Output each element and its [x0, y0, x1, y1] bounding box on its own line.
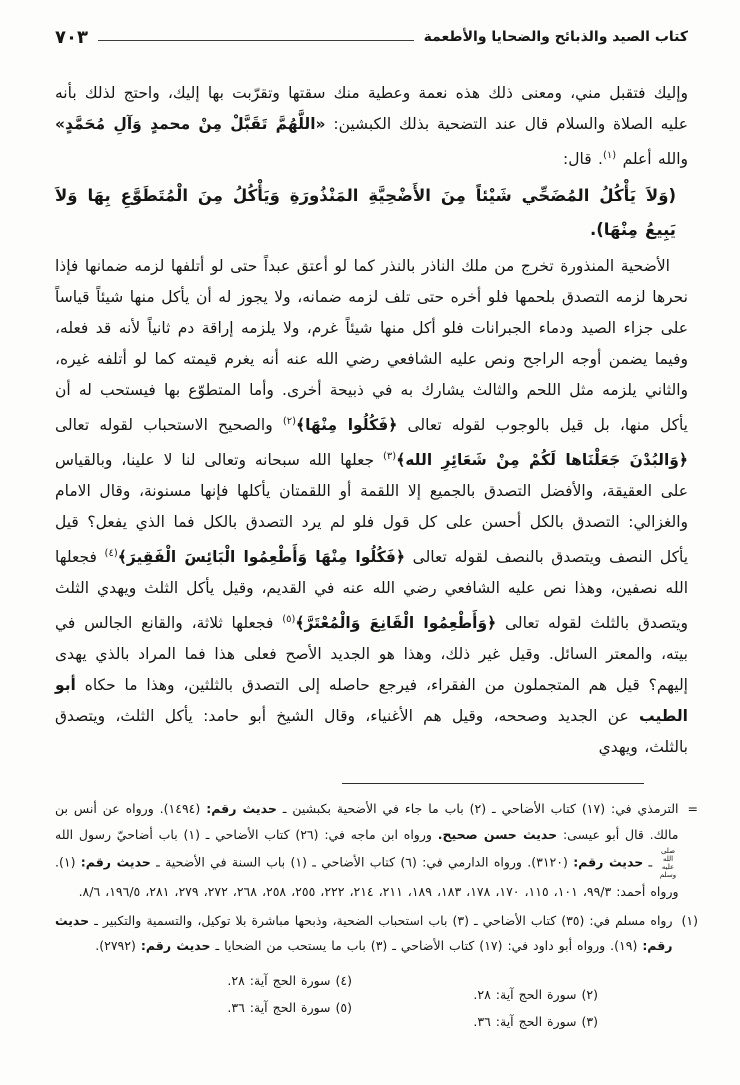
text-segment-sup: (٣): [383, 451, 397, 462]
text-segment-bold: «اللَّهُمَّ تَقَبَّلْ مِنْ محمدٍ وَآلِ مُحَمَّدٍ»: [55, 115, 326, 133]
text-segment: والصحيح الاستحباب لقوله تعالى: [48, 416, 283, 434]
text-segment: وإليك فتقبل مني، ومعنى ذلك هذه نعمة وعطية منك سقتها وتقرّبت بها إليك، واحتج لذلك بأنه عليه الصلاة والسلام قال عند التضحية بذلك الكبشين:: [48, 84, 688, 133]
text-segment-sup: (٥): [282, 614, 296, 625]
footnote-1-text: [49, 908, 673, 959]
footnote-1-marker: (١): [681, 912, 698, 928]
text-segment: ورواه ابن ماجه في: (٢٦) كتاب الأضاحي ـ (١) باب أضاحيّ رسول الله: [50, 826, 438, 842]
text-segment: فجعلها ثلاثة، والقانع الجالس في بيته، والمعتر السائل. وقيل غير ذلك، وهذا هو الجديد الأصح فعلى هذا فما المراد بالذي يهدى إليهم؟ قيل هم المتجملون من الفقراء، فيرجع حاصله إلى التصدق بالثلثين، وهذا ما حكاه: [48, 614, 688, 694]
text-segment: (١). ورواه أحمد: ٩٩/٣، ١٠١، ١١٥، ١٧٠، ١٧٨، ١٨٣، ١٨٩، ٢١١، ٢١٤، ٢٢٢، ٢٥٥، ٢٥٨، ٢٦٨، ٢٧٢، ٢٧٩، ٢٨١، ١٩٦/٥، ٨/٦.: [50, 854, 679, 900]
text-segment-bold: حديث رقم:: [573, 854, 644, 870]
book-title: كتاب الصيد والذبائح والضحايا والأطعمة: [423, 29, 688, 45]
text-segment: (١٩). ورواه أبو داود في: (١٧) كتاب الأضاحي ـ (٣) باب ما يستحب من الضحايا ـ: [210, 938, 643, 954]
footnote-1: [49, 908, 698, 959]
text-segment-sup: (٢): [282, 416, 297, 427]
page-header: [55, 26, 688, 48]
text-segment-quran: ﴿وَالبُدْنَ جَعَلْنَاها لَكُمْ مِنْ شَعَائِرِ الله﴾: [396, 451, 688, 469]
text-segment-saw: صلى الله عليه وسلم: [658, 847, 677, 880]
page-number: ٧٠٣: [55, 26, 88, 48]
text-segment: رواه مسلم في: (٣٥) كتاب الأضاحي ـ (٣) باب استحباب الضحية، وذبحها مباشرة بلا توكيل، والتسمية والتكبير ـ: [89, 912, 673, 928]
footnotes-section: [49, 783, 698, 1045]
text-segment-sup: (٤): [104, 548, 118, 559]
text-segment: فجعلها الله نصفين، وهذا نص عليه الشافعي رضي الله عنه في القديم، وقيل يأكل الثلث ويهدي الثلث ويتصدق بالثلث لقوله تعالى: [48, 548, 688, 632]
text-segment-bold: حديث رقم:: [49, 912, 673, 954]
footnote-5: (٥) سورة الحج آية: ٣٦.: [227, 999, 352, 1015]
footnote-continued-text: [50, 796, 679, 905]
text-segment: الأضحية المنذورة تخرج من ملك الناذر بالنذر كما لو أعتق عبداً حتى لو أتلفها لزمه ضمانها فإذا نحرها لزمه التصدق بلحمها فلو أخره حتى تلف لزمه ضمانه، ولا يجوز له أن يأكل منها شيئاً قياساً على جزاء الصيد ودماء الجبرانات فلو أكل منها شيئاً غرم، ولا يلزمه إراقة دم ثانياً لأنه قد فعله، وفيما يضمن أوجه الراجح ونص عليه الشافعي رضي الله عنه أنه يغرم قيمته كما لو أتلفه غيره، والثاني يلزمه مثل اللحم والثالث يشارك به في ذبيحة أخرى. وأما المتطوّع بها فيستحب له أن يأكل منها، بل قيل بالوجوب لقوله تعالى: [48, 257, 689, 434]
text-segment: الترمذي في: (١٧) كتاب الأضاحي ـ (٢) باب ما جاء في الأضحية بكبشين ـ: [276, 801, 679, 816]
footnote-continued-marker: =: [687, 801, 698, 816]
footnote-2: (٢) سورة الحج آية: ٢٨.: [473, 986, 598, 1002]
footnote-3: (٣) سورة الحج آية: ٣٦.: [473, 1013, 598, 1029]
text-segment: (٣١٢٠). ورواه الدارمي في: (٦) كتاب الأضاحي ـ (١) باب السنة في الأضحية ـ: [150, 854, 574, 870]
text-segment: عن الجديد وصححه، وقيل هم الأغنياء، وقال الشيخ أبو حامد: يأكل الثلث، ويتصدق بالثلث، ويهدي: [48, 707, 688, 756]
footnote-continued: [50, 796, 698, 905]
header-rule: [98, 40, 414, 41]
text-segment: والله أعلم: [48, 115, 688, 168]
text-segment-bold: حديث رقم:: [140, 938, 211, 954]
text-segment-bold: حديث رقم:: [80, 854, 151, 870]
paragraph-commentary: [48, 251, 689, 763]
text-segment-bold: أبو الطيب: [48, 676, 688, 725]
text-segment: . قال:: [563, 150, 603, 168]
text-segment-sup: (١): [603, 150, 617, 161]
footnote-separator: [342, 783, 644, 784]
matn-quote: [47, 179, 676, 247]
paragraph-intro: [48, 78, 688, 175]
text-segment-quran: ﴿فَكُلُوا مِنْهَا وَأَطْعِمُوا الْبَائِسَ الْفَقِيرَ﴾: [117, 548, 406, 566]
text-segment: ـ: [643, 854, 658, 870]
text-segment-quran: ﴿وَأَطْعِمُوا الْقَانِعَ وَالْمُعْتَرَّ﴾: [295, 614, 497, 632]
verse-footnotes: [55, 965, 688, 1045]
text-segment: جعلها الله سبحانه وتعالى لنا لا علينا، وبالقياس على العقيقة، والأفضل التصدق بالجميع إلا اللقمة أو اللقمتان يأكلها فإنها مسنونة، وقال الامام والغزالي: التصدق بالكل أحسن على كل قول فلو لم يرد التصدق بالكل فما الذي يفعل؟ قيل يأكل النصف ويتصدق بالنصف لقوله تعالى: [48, 451, 689, 566]
text-segment-bold: حديث حسن صحيح.: [437, 826, 558, 842]
text-segment-bold: حديث رقم:: [206, 801, 277, 816]
text-segment: (٢٧٩٢).: [95, 938, 141, 954]
text-segment-quran: ﴿فَكُلُوا مِنْهَا﴾: [296, 416, 398, 434]
footnote-4: (٤) سورة الحج آية: ٢٨.: [227, 972, 352, 988]
page-body: [47, 78, 689, 763]
text-segment: (وَلاَ يَأْكُلُ المُضَحِّي شَيْئاً مِنَ الأَضْحِيَّةِ المَنْذُورَةِ وَيَأْكُلُ مِنَ الْمُتَطَوَّعِ بِهَا وَلاَ يَبِيعُ مِنْهَا).: [47, 186, 676, 239]
text-segment: (١٤٩٤). ورواه عن أنس بن مالك. قال أبو عيسى:: [50, 801, 679, 842]
